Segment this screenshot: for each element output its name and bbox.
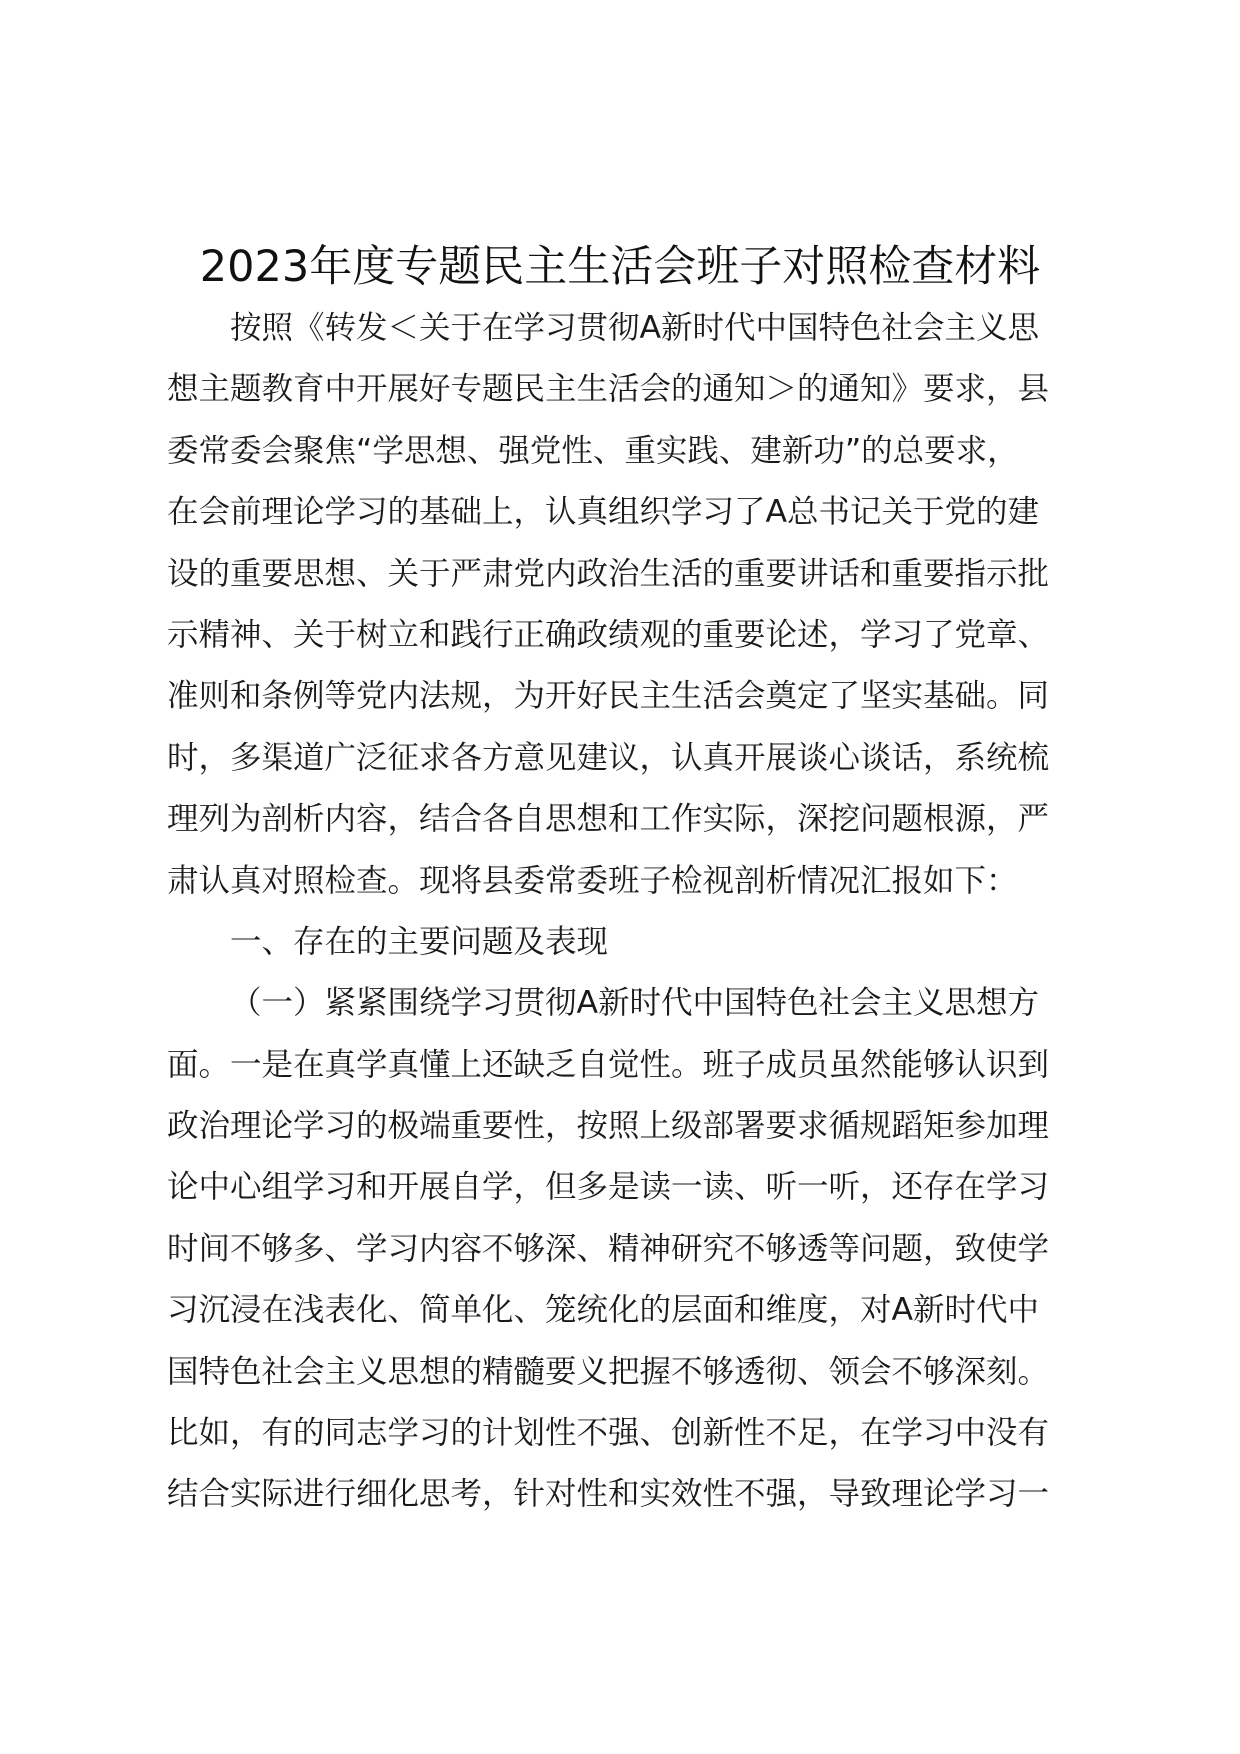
paragraph-line: 想主题教育中开展好专题民主生活会的通知＞的通知》要求，县: [167, 371, 1050, 408]
paragraph-line: 论中心组学习和开展自学，但多是读一读、听一听，还存在学习: [167, 1169, 1050, 1206]
document-body: [167, 298, 1097, 1526]
paragraph-line: 时，多渠道广泛征求各方意见建议，认真开展谈心谈话，系统梳: [167, 739, 1050, 776]
paragraph-line: 政治理论学习的极端重要性，按照上级部署要求循规蹈矩参加理: [167, 1108, 1050, 1145]
paragraph-line: 面。一是在真学真懂上还缺乏自觉性。班子成员虽然能够认识到: [167, 1046, 1050, 1083]
paragraph-line: 准则和条例等党内法规，为开好民主生活会奠定了坚实基础。同: [167, 678, 1050, 715]
paragraph-line: 委常委会聚焦“学思想、强党性、重实践、建新功”的总要求，: [167, 432, 1019, 469]
paragraph-line: 在会前理论学习的基础上，认真组织学习了A总书记关于党的建: [167, 494, 1040, 531]
paragraph-line: 时间不够多、学习内容不够深、精神研究不够透等问题，致使学: [167, 1230, 1050, 1267]
paragraph-line: 结合实际进行细化思考，针对性和实效性不强，导致理论学习一: [167, 1476, 1050, 1513]
paragraph-line: 习沉浸在浅表化、简单化、笼统化的层面和维度，对A新时代中: [167, 1292, 1040, 1329]
paragraph-line: 国特色社会主义思想的精髓要义把握不够透彻、领会不够深刻。: [167, 1353, 1050, 1390]
section-heading: 一、存在的主要问题及表现: [230, 923, 609, 960]
paragraph-line: 理列为剖析内容，结合各自思想和工作实际，深挖问题根源，严: [167, 801, 1050, 838]
document-title: 2023年度专题民主生活会班子对照检查材料: [199, 242, 1041, 292]
paragraph-line: 示精神、关于树立和践行正确政绩观的重要论述，学习了党章、: [167, 616, 1050, 653]
paragraph-line: 按照《转发＜关于在学习贯彻A新时代中国特色社会主义思: [230, 310, 1040, 346]
paragraph-line: （一）紧紧围绕学习贯彻A新时代中国特色社会主义思想方: [230, 985, 1040, 1022]
paragraph-line: 肃认真对照检查。现将县委常委班子检视剖析情况汇报如下：: [167, 862, 1018, 899]
paragraph-line: 设的重要思想、关于严肃党内政治生活的重要讲话和重要指示批: [167, 555, 1050, 592]
paragraph-line: 比如，有的同志学习的计划性不强、创新性不足，在学习中没有: [167, 1415, 1050, 1452]
